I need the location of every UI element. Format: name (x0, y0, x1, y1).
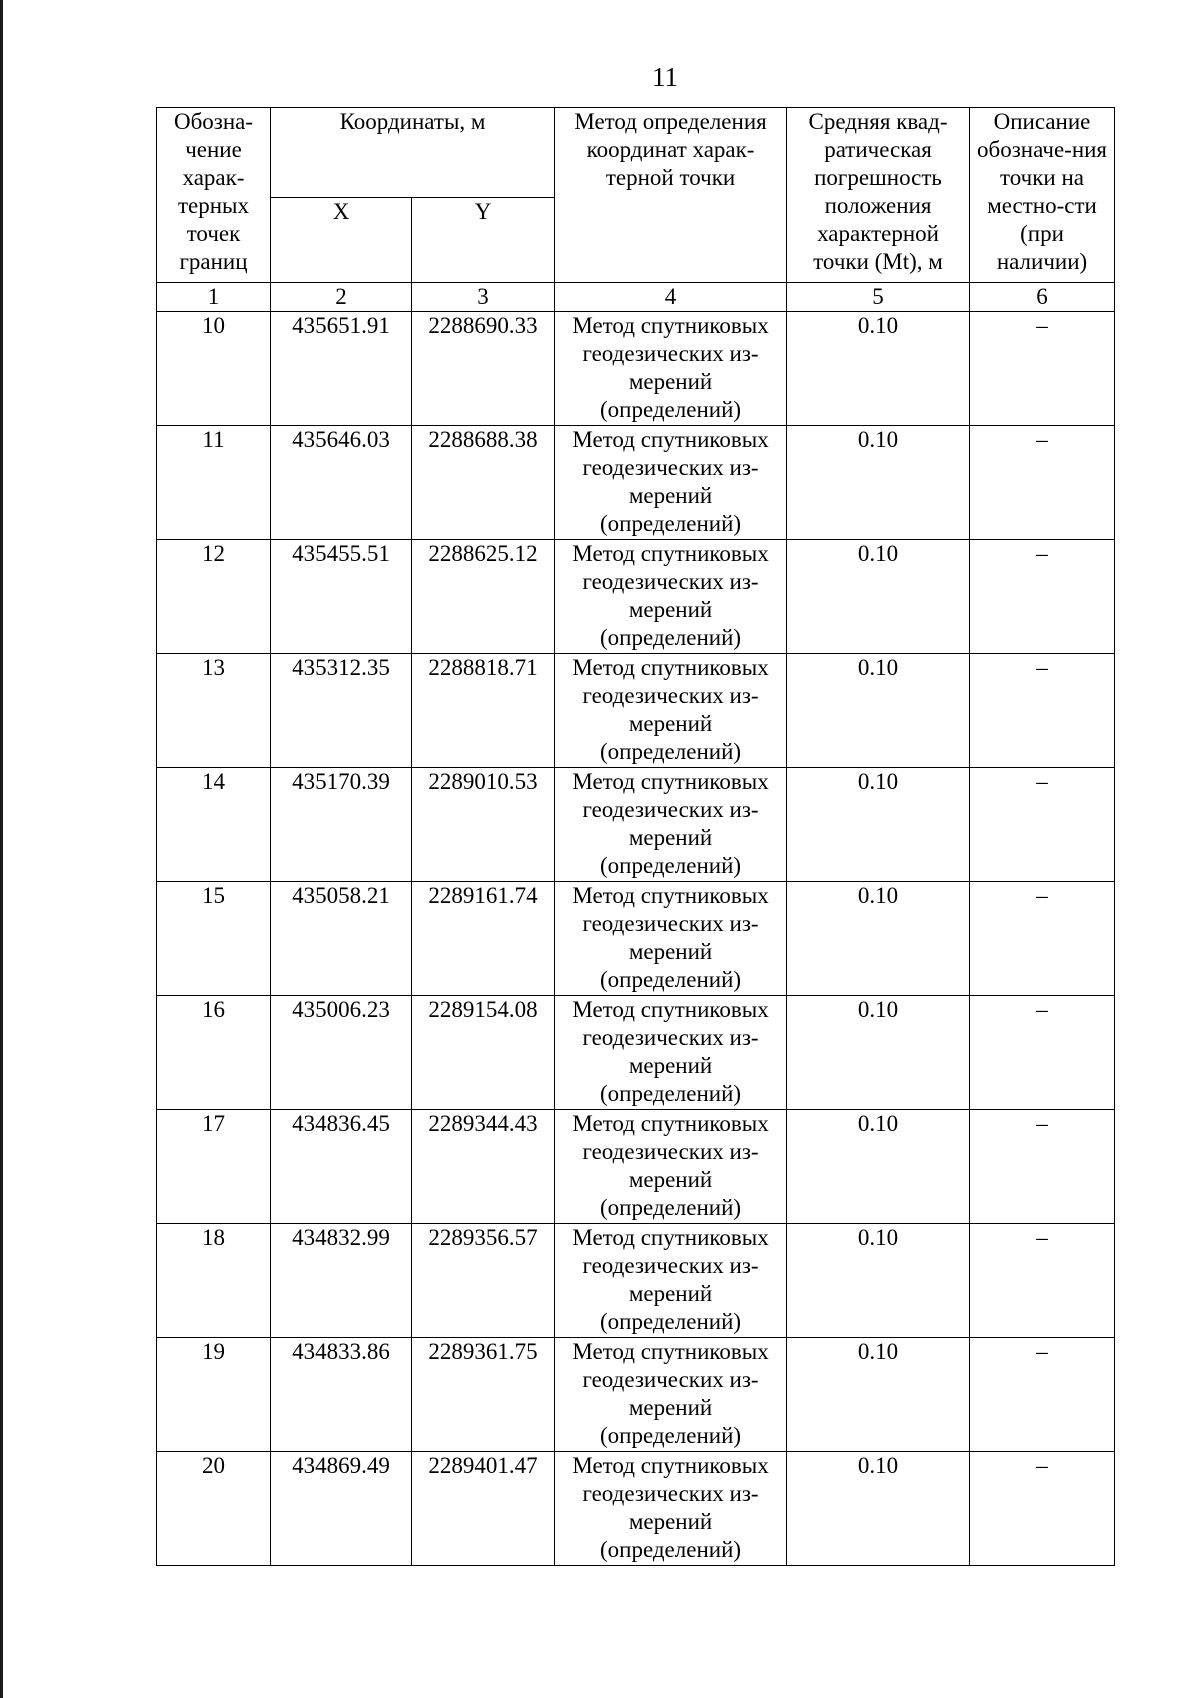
error-cell: 0.10 (787, 1452, 970, 1566)
table-row (157, 1110, 1115, 1224)
column-number: 3 (412, 283, 555, 312)
table-row (157, 1224, 1115, 1338)
column-number: 6 (970, 283, 1115, 312)
error-cell: 0.10 (787, 996, 970, 1110)
description-cell: – (970, 1452, 1115, 1566)
point-cell: 12 (157, 540, 271, 654)
point-cell: 14 (157, 768, 271, 882)
y-coordinate-cell: 2288690.33 (412, 312, 555, 426)
point-cell: 18 (157, 1224, 271, 1338)
method-cell: Метод спутниковых геодезических из-мерений (определений) (555, 540, 787, 654)
description-cell: – (970, 882, 1115, 996)
table-row (157, 996, 1115, 1110)
table-row (157, 1338, 1115, 1452)
header-method: Метод определения координат харак-терной точки (555, 108, 787, 283)
point-cell: 13 (157, 654, 271, 768)
description-cell: – (970, 1224, 1115, 1338)
point-cell: 19 (157, 1338, 271, 1452)
description-cell: – (970, 654, 1115, 768)
description-cell: – (970, 1110, 1115, 1224)
error-cell: 0.10 (787, 1338, 970, 1452)
point-cell: 11 (157, 426, 271, 540)
header-x: X (271, 198, 412, 283)
description-cell: – (970, 996, 1115, 1110)
method-cell: Метод спутниковых геодезических из-мерений (определений) (555, 768, 787, 882)
method-cell: Метод спутниковых геодезических из-мерений (определений) (555, 654, 787, 768)
header-y: Y (412, 198, 555, 283)
point-cell: 15 (157, 882, 271, 996)
method-cell: Метод спутниковых геодезических из-мерений (определений) (555, 882, 787, 996)
table-row (157, 312, 1115, 426)
y-coordinate-cell: 2289154.08 (412, 996, 555, 1110)
y-coordinate-cell: 2288625.12 (412, 540, 555, 654)
coordinates-table (156, 107, 1115, 1566)
column-number: 5 (787, 283, 970, 312)
x-coordinate-cell: 435006.23 (271, 996, 412, 1110)
error-cell: 0.10 (787, 540, 970, 654)
x-coordinate-cell: 434836.45 (271, 1110, 412, 1224)
error-cell: 0.10 (787, 426, 970, 540)
x-coordinate-cell: 435455.51 (271, 540, 412, 654)
error-cell: 0.10 (787, 768, 970, 882)
header-coordinates: Координаты, м (271, 108, 555, 198)
x-coordinate-cell: 435058.21 (271, 882, 412, 996)
x-coordinate-cell: 434869.49 (271, 1452, 412, 1566)
table-row (157, 882, 1115, 996)
method-cell: Метод спутниковых геодезических из-мерений (определений) (555, 1338, 787, 1452)
table-row (157, 654, 1115, 768)
description-cell: – (970, 312, 1115, 426)
y-coordinate-cell: 2288688.38 (412, 426, 555, 540)
method-cell: Метод спутниковых геодезических из-мерений (определений) (555, 996, 787, 1110)
method-cell: Метод спутниковых геодезических из-мерений (определений) (555, 1224, 787, 1338)
error-cell: 0.10 (787, 654, 970, 768)
table-row (157, 426, 1115, 540)
y-coordinate-cell: 2289010.53 (412, 768, 555, 882)
point-cell: 20 (157, 1452, 271, 1566)
description-cell: – (970, 1338, 1115, 1452)
point-cell: 10 (157, 312, 271, 426)
column-number-row (157, 283, 1115, 312)
table-row (157, 540, 1115, 654)
y-coordinate-cell: 2289356.57 (412, 1224, 555, 1338)
column-number: 1 (157, 283, 271, 312)
scan-border (0, 0, 3, 1698)
point-cell: 17 (157, 1110, 271, 1224)
x-coordinate-cell: 435170.39 (271, 768, 412, 882)
error-cell: 0.10 (787, 1224, 970, 1338)
header-description: Описание обозначе-ния точки на местно-сти (при наличии) (970, 108, 1115, 283)
method-cell: Метод спутниковых геодезических из-мерений (определений) (555, 426, 787, 540)
error-cell: 0.10 (787, 882, 970, 996)
description-cell: – (970, 540, 1115, 654)
y-coordinate-cell: 2289361.75 (412, 1338, 555, 1452)
method-cell: Метод спутниковых геодезических из-мерений (определений) (555, 1110, 787, 1224)
point-cell: 16 (157, 996, 271, 1110)
table-row (157, 768, 1115, 882)
y-coordinate-cell: 2289344.43 (412, 1110, 555, 1224)
error-cell: 0.10 (787, 1110, 970, 1224)
description-cell: – (970, 426, 1115, 540)
method-cell: Метод спутниковых геодезических из-мерений (определений) (555, 1452, 787, 1566)
x-coordinate-cell: 435646.03 (271, 426, 412, 540)
column-number: 2 (271, 283, 412, 312)
x-coordinate-cell: 434833.86 (271, 1338, 412, 1452)
table-body (157, 108, 1115, 1566)
table-row (157, 1452, 1115, 1566)
x-coordinate-cell: 435312.35 (271, 654, 412, 768)
method-cell: Метод спутниковых геодезических из-мерений (определений) (555, 312, 787, 426)
x-coordinate-cell: 435651.91 (271, 312, 412, 426)
y-coordinate-cell: 2288818.71 (412, 654, 555, 768)
y-coordinate-cell: 2289161.74 (412, 882, 555, 996)
page-number: 11 (652, 62, 678, 92)
y-coordinate-cell: 2289401.47 (412, 1452, 555, 1566)
x-coordinate-cell: 434832.99 (271, 1224, 412, 1338)
error-cell: 0.10 (787, 312, 970, 426)
header-mean-square-error: Средняя квад-ратическая погрешность положения характерной точки (Mt), м (787, 108, 970, 283)
column-number: 4 (555, 283, 787, 312)
header-point-designation: Обозна-чение харак-терных точек границ (157, 108, 271, 283)
description-cell: – (970, 768, 1115, 882)
header-row (157, 108, 1115, 198)
